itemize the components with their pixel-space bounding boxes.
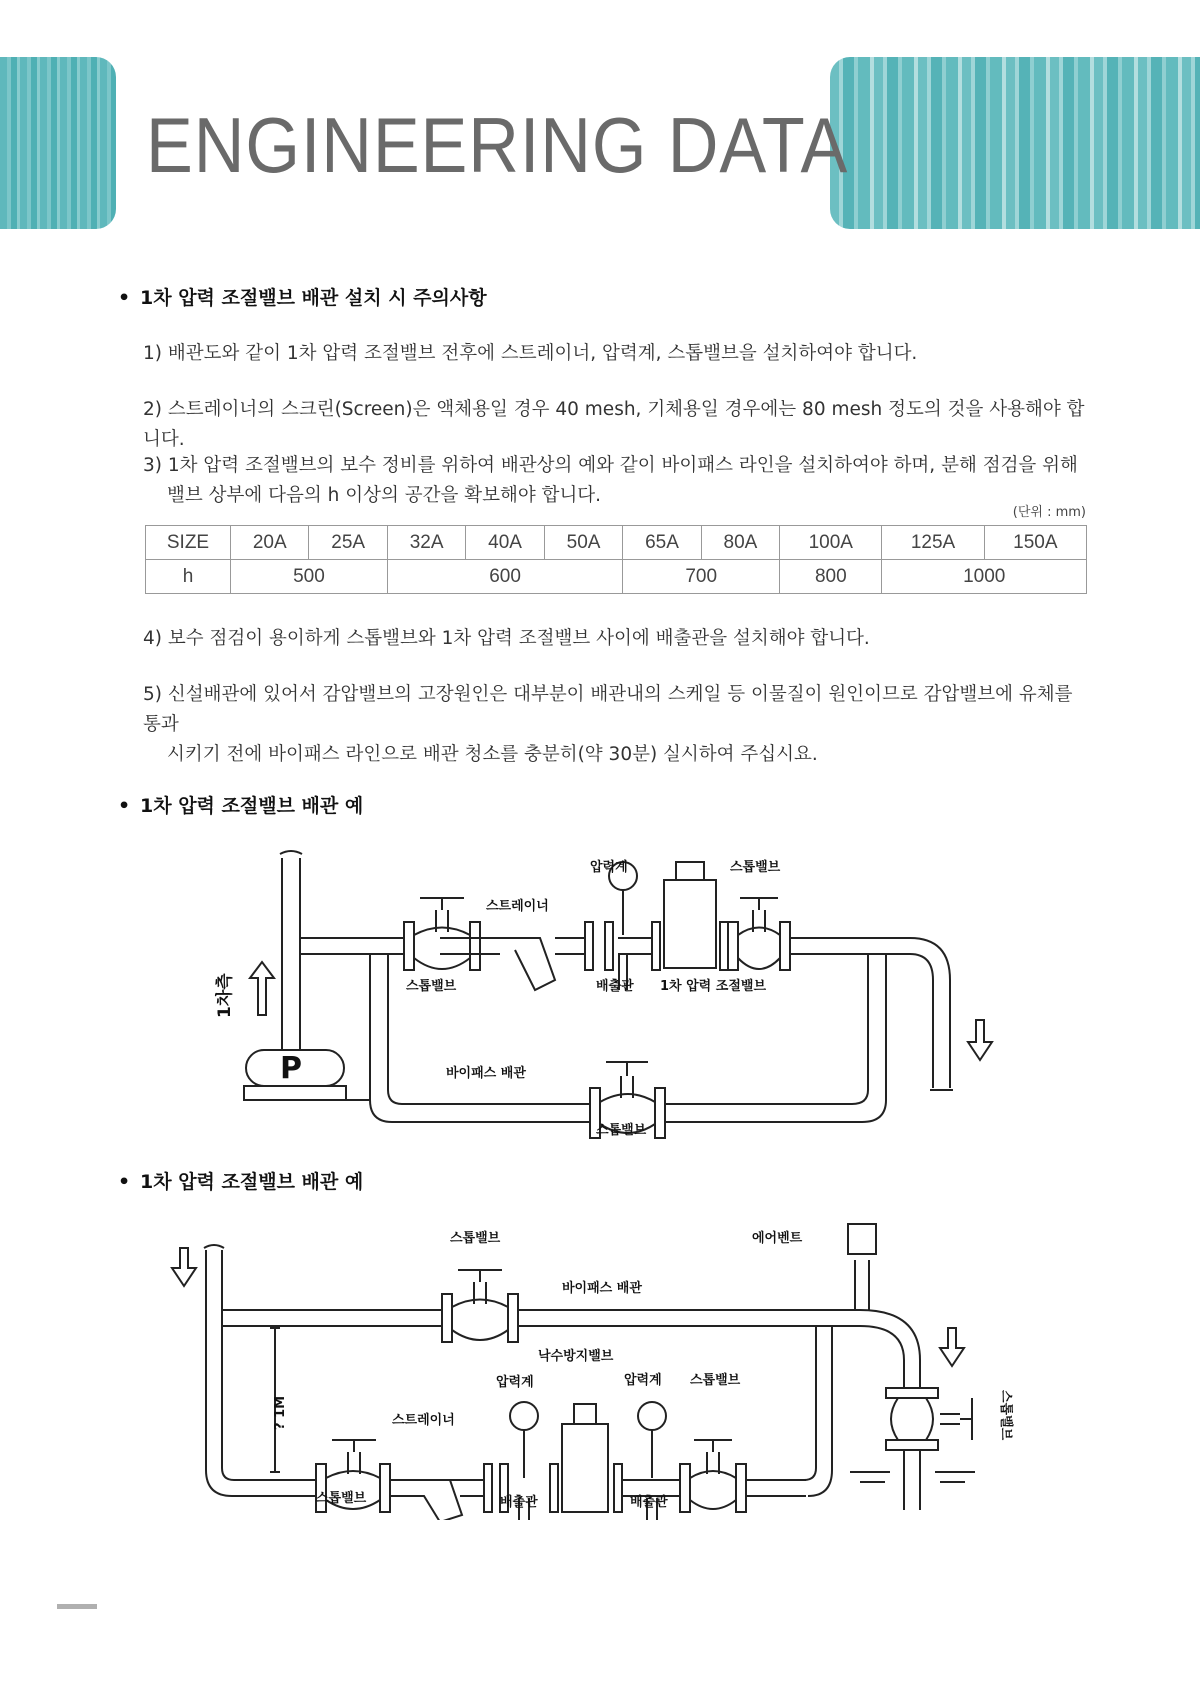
stop-valve-handle xyxy=(332,1440,376,1474)
flange xyxy=(720,922,728,970)
table-cell: 125A xyxy=(882,526,984,560)
anti-drop-valve xyxy=(562,1424,608,1512)
label-drain-right: 배출관 xyxy=(630,1495,668,1510)
flange xyxy=(550,1464,558,1512)
flange xyxy=(614,1464,622,1512)
flange xyxy=(404,922,414,970)
table-cell: 600 xyxy=(387,560,622,594)
section-heading-piping-example-2 xyxy=(118,1167,363,1194)
label-drain-left: 배출관 xyxy=(500,1495,538,1510)
stop-valve-handle xyxy=(694,1440,732,1474)
heading-text: 1차 압력 조절밸브 배관 예 xyxy=(140,1171,364,1193)
header-banner-right xyxy=(830,57,1200,229)
unit-note: (단위 : mm) xyxy=(1012,505,1086,520)
label-bypass: 바이패스 배관 xyxy=(562,1281,642,1296)
flange xyxy=(380,1464,390,1512)
footer-bar xyxy=(57,1604,97,1609)
section-heading-precautions xyxy=(118,283,487,310)
flange xyxy=(736,1464,746,1512)
table-cell: 150A xyxy=(984,526,1086,560)
table-cell: 20A xyxy=(231,526,309,560)
bullet: • xyxy=(118,795,131,817)
bullet: • xyxy=(118,287,131,309)
pump-base xyxy=(244,1086,346,1100)
label-pressure-gauge: 압력계 xyxy=(590,860,628,875)
label-stop-valve-left: 스톱밸브 xyxy=(316,1491,367,1506)
label-stop-valve-top: 스톱밸브 xyxy=(450,1231,501,1246)
label-pump: P xyxy=(280,1051,302,1086)
label-stop-valve-vertical: 스톱밸브 xyxy=(998,1390,1013,1441)
label-strainer: 스트레이너 xyxy=(486,899,549,914)
label-stop-valve-bottom: 스톱밸브 xyxy=(596,1123,647,1138)
flange xyxy=(652,922,660,970)
table-header-size: SIZE xyxy=(146,526,231,560)
flange xyxy=(605,922,613,970)
stop-valve-handle xyxy=(940,1398,972,1440)
stop-valve-handle xyxy=(606,1062,648,1098)
label-pressure-gauge-left: 압력계 xyxy=(496,1375,534,1390)
section-heading-piping-example-1 xyxy=(118,791,363,818)
table-cell: 80A xyxy=(701,526,779,560)
label-bypass: 바이패스 배관 xyxy=(446,1066,526,1081)
label-anti-drop-valve: 낙수방지밸브 xyxy=(538,1349,614,1364)
piping-diagram-1 xyxy=(0,840,1200,1140)
table-cell: 800 xyxy=(780,560,882,594)
down-arrow-icon xyxy=(968,1020,992,1060)
table-cell: 25A xyxy=(309,526,387,560)
bypass-pipe xyxy=(222,1310,442,1326)
table-header-h: h xyxy=(146,560,231,594)
flange xyxy=(886,1388,938,1398)
precaution-item-5 xyxy=(143,680,1088,770)
flange xyxy=(680,1464,690,1512)
table-row-h xyxy=(146,560,1087,594)
table-cell: 700 xyxy=(623,560,780,594)
label-pressure-gauge-right: 압력계 xyxy=(624,1373,662,1388)
piping-diagram-2 xyxy=(0,1210,1200,1520)
stop-valve-handle xyxy=(420,898,464,910)
water-level-icon xyxy=(850,1472,975,1482)
heading-text: 1차 압력 조절밸브 배관 설치 시 주의사항 xyxy=(140,287,487,309)
pressure-gauge xyxy=(510,1402,538,1430)
label-primary-side: 1차측 xyxy=(215,973,235,1018)
flange xyxy=(655,1088,665,1138)
label-stop-valve-right: 스톱밸브 xyxy=(690,1373,741,1388)
label-drain: 배출관 xyxy=(596,979,634,994)
item-5-line-1: 5) 신설배관에 있어서 감압밸브의 고장원인은 대부분이 배관내의 스케일 등 이물질이 원인이므로 감압밸브에 유체를 통과 xyxy=(143,684,1073,735)
precaution-item-3 xyxy=(143,451,1088,511)
label-regulator: 1차 압력 조절밸브 xyxy=(660,979,767,994)
item-3-line-2: 밸브 상부에 다음의 h 이상의 공간을 확보해야 합니다. xyxy=(167,485,602,506)
down-arrow-icon xyxy=(940,1328,964,1366)
bypass-pipe xyxy=(370,954,590,1122)
flange xyxy=(442,1294,452,1342)
item-3-line-1: 3) 1차 압력 조절밸브의 보수 정비를 위하여 배관상의 예와 같이 바이패스 라인을 설치하여야 하며, 분해 점검을 위해 xyxy=(143,455,1078,476)
precaution-item-1: 1) 배관도와 같이 1차 압력 조절밸브 전후에 스트레이너, 압력계, 스톱밸브을 설치하여야 합니다. xyxy=(143,343,918,364)
label-stop-valve-left: 스톱밸브 xyxy=(406,979,457,994)
page-title: ENGINEERING DATA xyxy=(146,101,849,189)
label-height-mark: ? 1M xyxy=(273,1395,288,1430)
table-cell: 500 xyxy=(231,560,388,594)
table-cell: 65A xyxy=(623,526,701,560)
strainer-body xyxy=(410,1480,462,1520)
table-cell: 1000 xyxy=(882,560,1087,594)
header-banner-left xyxy=(0,57,116,229)
precaution-item-2: 2) 스트레이너의 스크린(Screen)은 액체용일 경우 40 mesh, 기체용일 경우에는 80 mesh 정도의 것을 사용해야 합니다. xyxy=(143,399,1085,450)
pressure-regulator xyxy=(664,880,716,968)
flange xyxy=(886,1440,938,1450)
label-strainer: 스트레이너 xyxy=(392,1413,455,1428)
heading-text: 1차 압력 조절밸브 배관 예 xyxy=(140,795,364,817)
flange xyxy=(484,1464,492,1512)
strainer-body xyxy=(500,938,555,990)
flange xyxy=(470,922,480,970)
label-air-vent: 에어벤트 xyxy=(752,1231,803,1246)
up-arrow-icon xyxy=(250,962,274,1015)
table-cell: 100A xyxy=(780,526,882,560)
riser-pipe xyxy=(206,1250,316,1496)
table-cell: 40A xyxy=(466,526,544,560)
size-height-table xyxy=(145,525,1087,594)
flange xyxy=(728,922,738,970)
table-cell: 32A xyxy=(387,526,465,560)
air-vent xyxy=(848,1224,876,1254)
riser-pipe xyxy=(282,858,300,1050)
label-stop-valve-top: 스톱밸브 xyxy=(730,860,781,875)
precaution-item-4: 4) 보수 점검이 용이하게 스톱밸브와 1차 압력 조절밸브 사이에 배출관을 설치해야 합니다. xyxy=(143,628,870,649)
table-row-size xyxy=(146,526,1087,560)
pressure-gauge xyxy=(638,1402,666,1430)
item-5-line-2: 시키기 전에 바이패스 라인으로 배관 청소를 충분히(약 30분) 실시하여 주십시요. xyxy=(167,744,818,765)
flange xyxy=(585,922,593,970)
down-arrow-icon xyxy=(172,1248,196,1286)
flange xyxy=(780,922,790,970)
flange xyxy=(508,1294,518,1342)
bullet: • xyxy=(118,1171,131,1193)
table-cell: 50A xyxy=(544,526,622,560)
